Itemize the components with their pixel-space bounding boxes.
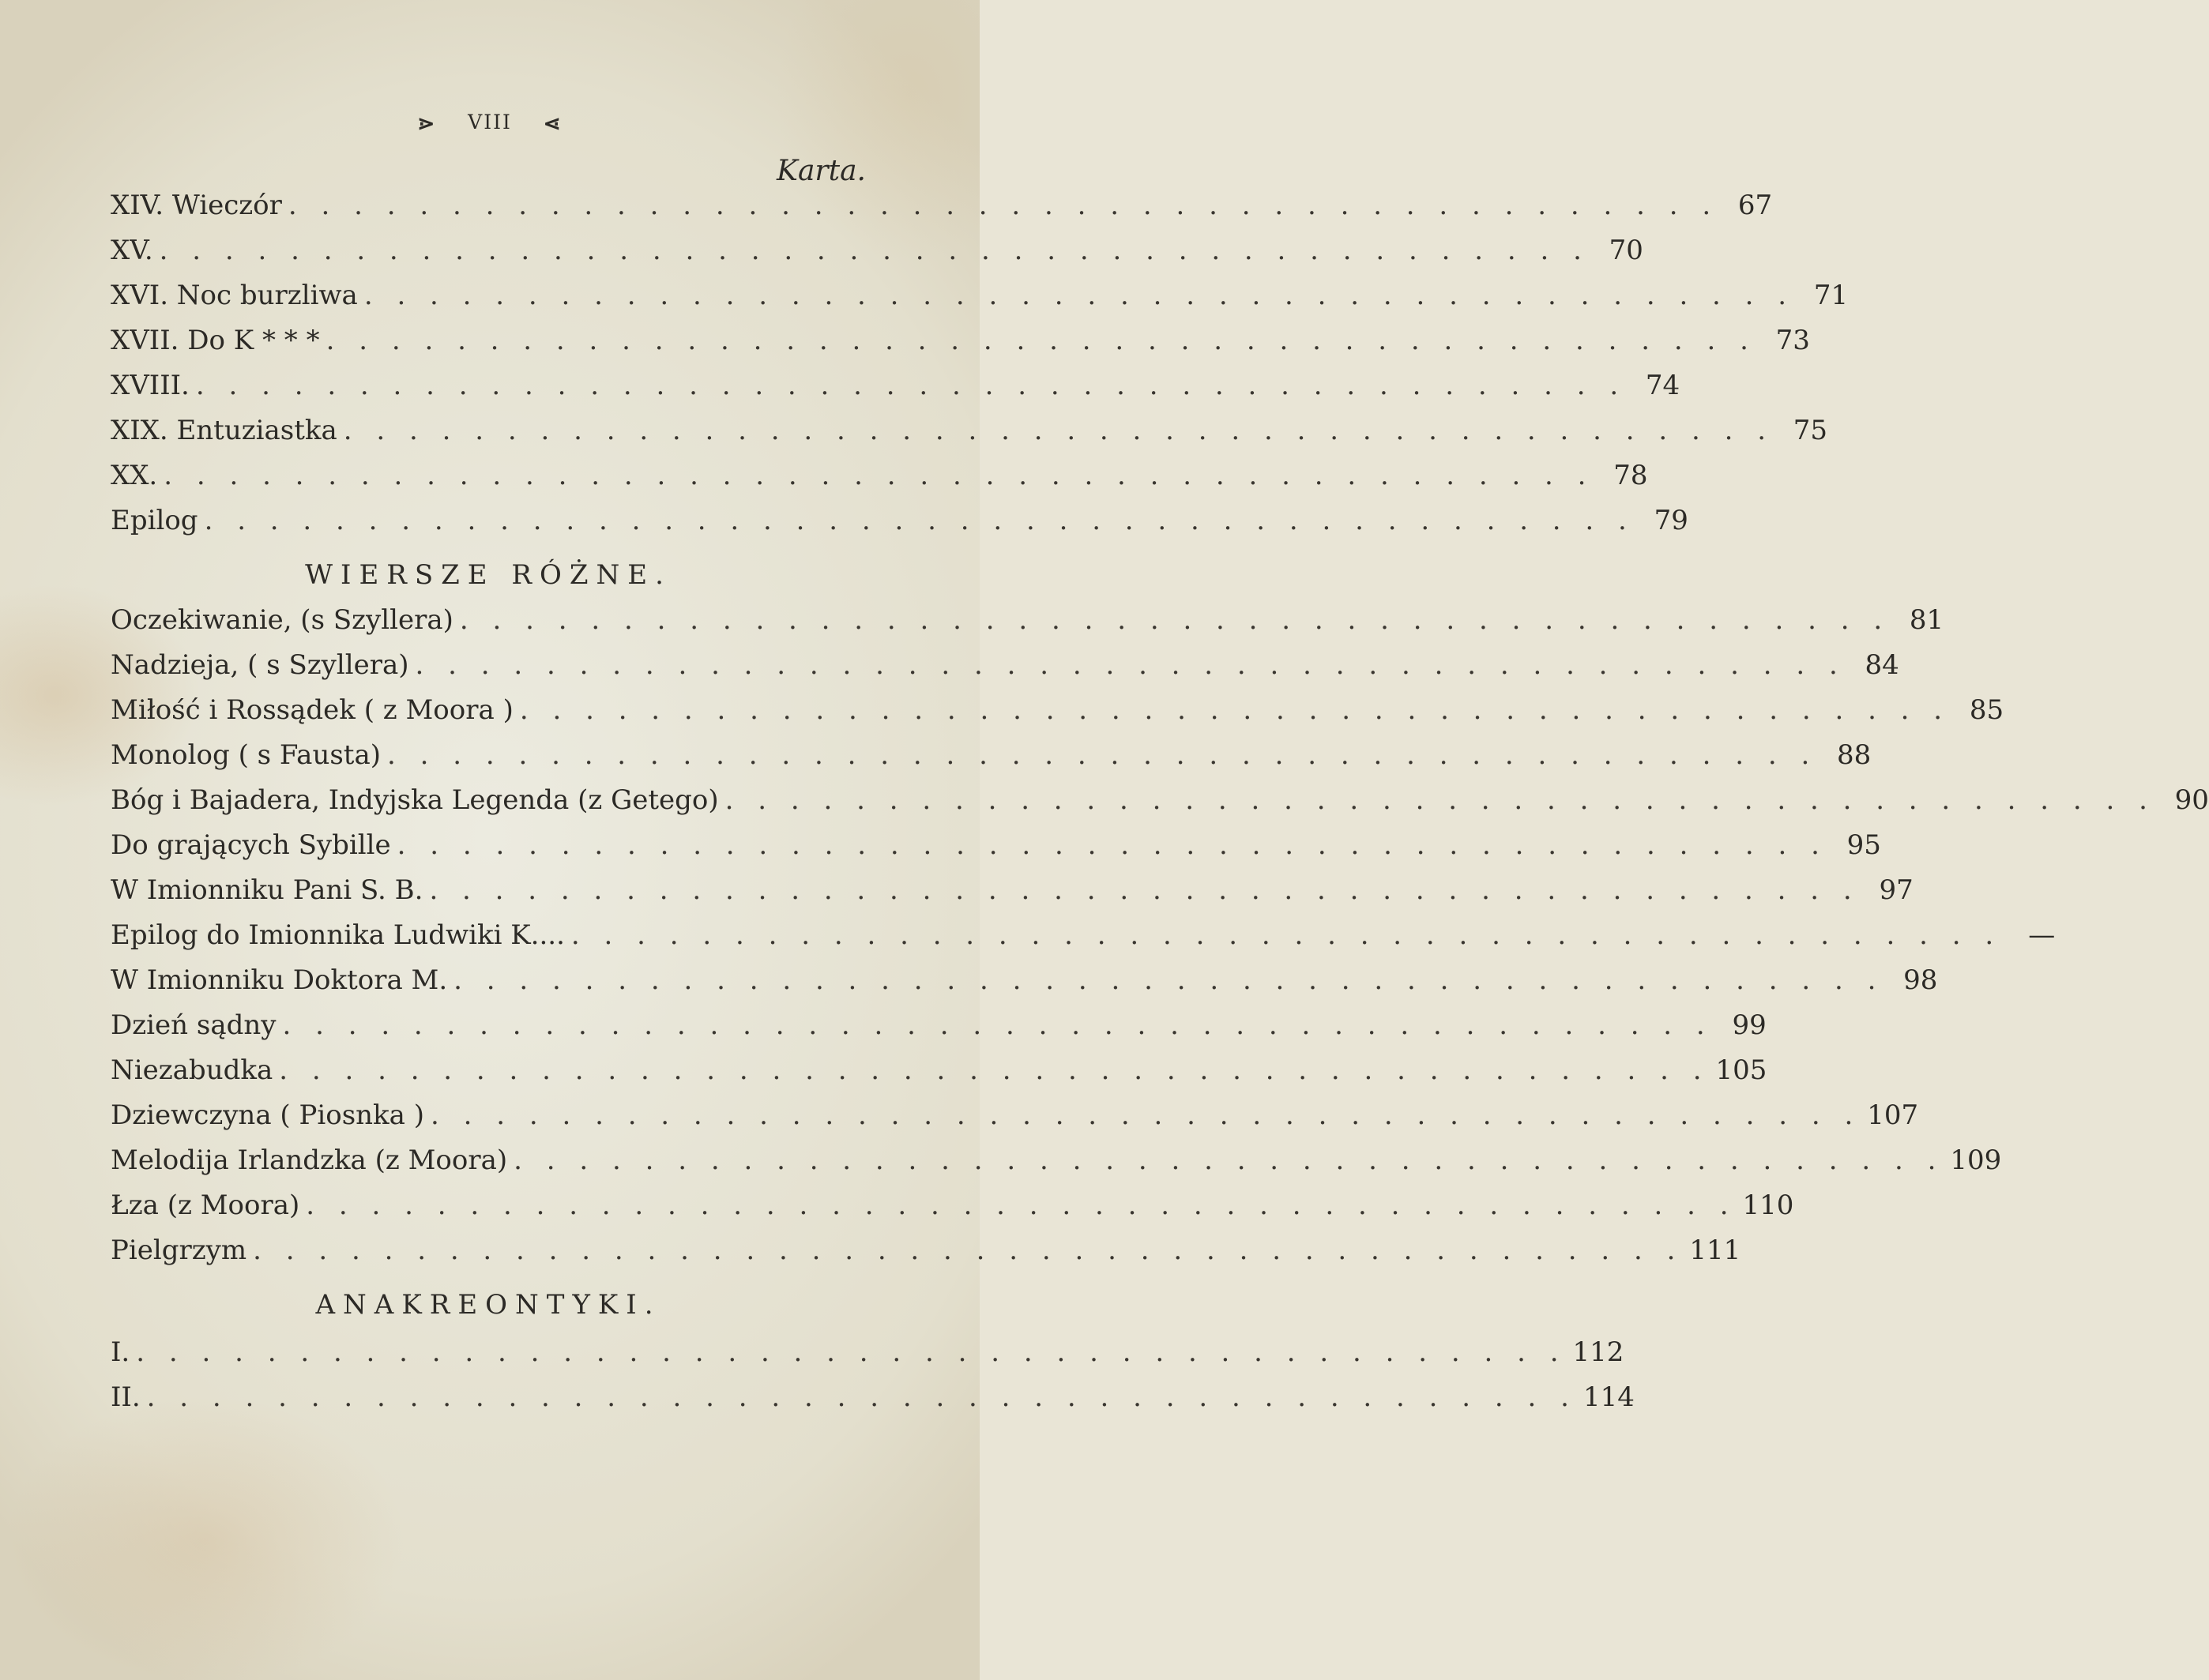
toc-entry (111, 1235, 1741, 1274)
entry-page: 112 (1572, 1336, 1624, 1368)
toc-entry (111, 280, 1849, 319)
dot-leader: . . . . . . . . . . . . . . . . . . . . . . . . . . . . . . . . . . . . . . . . . . . . (387, 739, 1818, 771)
toc-entry (111, 505, 1688, 544)
toc-entry (111, 1190, 1794, 1229)
toc-entry (111, 1336, 1624, 1376)
toc-entry (111, 694, 2004, 734)
dot-leader: . . . . . . . . . . . . . . . . . . . . . . . . . . . . . . . . . . . . . . . . . . . . (282, 1009, 1713, 1041)
toc-entry (111, 649, 1899, 689)
entry-page: — (2028, 919, 2056, 951)
toc-entry (111, 829, 1881, 869)
toc-entry (111, 604, 1944, 644)
dot-leader: . . . . . . . . . . . . . . . . . . . . . . . . . . . . . . . . . . . . . . . . . . . . (136, 1336, 1567, 1368)
entry-title: XIX. Entuziastka (111, 415, 337, 446)
entry-title: Bóg i Bajadera, Indyjska Legenda (z Getego) (111, 784, 719, 816)
dot-leader: . . . . . . . . . . . . . . . . . . . . . . . . . . . . . . . . . . . . . . . . . . . . (519, 694, 1951, 726)
dot-leader: . . . . . . . . . . . . . . . . . . . . . . . . . . . . . . . . . . . . . . . . . . . . (453, 964, 1884, 996)
entry-page: 78 (1613, 460, 1648, 491)
toc-entry (111, 1144, 2002, 1184)
toc-entry (111, 784, 2209, 824)
dot-leader: . . . . . . . . . . . . . . . . . . . . . . . . . . . . . . . . . . . . . . . . . . . . (326, 325, 1756, 356)
toc-entry (111, 1054, 1767, 1094)
entry-title: Nadzieja, ( s Szyllera) (111, 649, 409, 681)
entry-title: II. (111, 1381, 141, 1413)
entry-title: XIV. Wieczór (111, 190, 282, 221)
dot-leader: . . . . . . . . . . . . . . . . . . . . . . . . . . . . . . . . . . . . . . . . . . . . (146, 1381, 1577, 1413)
entry-title: XVI. Noc burzliwa (111, 280, 358, 311)
dot-leader: . . . . . . . . . . . . . . . . . . . . . . . . . . . . . . . . . . . . . . . . . . . . (279, 1054, 1710, 1086)
entry-title: XV. (111, 235, 153, 266)
dot-leader: . . . . . . . . . . . . . . . . . . . . . . . . . . . . . . . . . . . . . . . . . . . . (363, 280, 1795, 311)
dot-leader: . . . . . . . . . . . . . . . . . . . . . . . . . . . . . . . . . . . . . . . . . . . . (429, 874, 1860, 906)
entry-page: 75 (1793, 415, 1828, 446)
dot-leader: . . . . . . . . . . . . . . . . . . . . . . . . . . . . . . . . . . . . . . . . . . . . (431, 1099, 1861, 1131)
entry-title: Łza (z Moora) (111, 1190, 300, 1221)
entry-page: 109 (1950, 1144, 2002, 1176)
dot-leader: . . . . . . . . . . . . . . . . . . . . . . . . . . . . . . . . . . . . . . . . . . . . (306, 1190, 1737, 1221)
entry-page: 74 (1645, 370, 1680, 401)
column-heading-karta: Karta. (777, 155, 866, 187)
dot-leader: . . . . . . . . . . . . . . . . . . . . . . . . . . . . . . . . . . . . . . . . . . . . (164, 460, 1594, 491)
entry-title: Monolog ( s Fausta) (111, 739, 381, 771)
entry-title: Pielgrzym (111, 1235, 247, 1266)
dot-leader: . . . . . . . . . . . . . . . . . . . . . . . . . . . . . . . . . . . . . . . . . . . . (514, 1144, 1944, 1176)
toc-entry (111, 235, 1643, 274)
entry-page: 98 (1903, 964, 1938, 996)
entry-page: 88 (1837, 739, 1872, 771)
entry-page: 105 (1715, 1054, 1767, 1086)
toc-entry (111, 964, 1938, 1004)
entry-page: 111 (1689, 1235, 1741, 1266)
page-number: VIII (468, 111, 512, 133)
entry-page: 85 (1969, 694, 2004, 726)
dot-leader: . . . . . . . . . . . . . . . . . . . . . . . . . . . . . . . . . . . . . . . . . . . . (343, 415, 1774, 446)
entry-title: I. (111, 1336, 130, 1368)
entry-title: Miłość i Rossądek ( z Moora ) (111, 694, 514, 726)
toc-entry (111, 1381, 1635, 1421)
dot-leader: . . . . . . . . . . . . . . . . . . . . . . . . . . . . . . . . . . . . . . . . . . . . (459, 604, 1891, 636)
entry-title: W Imionniku Pani S. B. (111, 874, 423, 906)
entry-page: 81 (1909, 604, 1944, 636)
entry-title: Dziewczyna ( Piosnka ) (111, 1099, 424, 1131)
entry-page: 79 (1654, 505, 1688, 536)
entry-title: Epilog (111, 505, 198, 536)
entry-page: 97 (1879, 874, 1914, 906)
entry-title: XVIII. (111, 370, 190, 401)
entry-page: 84 (1865, 649, 1899, 681)
entry-page: 73 (1775, 325, 1810, 356)
section-heading-anakreontyki: ANAKREONTYKI. (315, 1289, 661, 1321)
toc-entry (111, 370, 1680, 409)
entry-page: 110 (1742, 1190, 1794, 1221)
entry-page: 90 (2174, 784, 2209, 816)
dot-leader: . . . . . . . . . . . . . . . . . . . . . . . . . . . . . . . . . . . . . . . . . . . . (570, 919, 2002, 951)
left-ornament-icon: ⋗ (417, 111, 437, 136)
entry-page: 114 (1582, 1381, 1635, 1413)
entry-title: Melodija Irlandzka (z Moora) (111, 1144, 508, 1176)
entry-title: XX. (111, 460, 158, 491)
entry-title: W Imionniku Doktora M. (111, 964, 448, 996)
toc-entry (111, 919, 2056, 959)
entry-page: 70 (1609, 235, 1643, 266)
entry-page: 67 (1737, 190, 1773, 221)
dot-leader: . . . . . . . . . . . . . . . . . . . . . . . . . . . . . . . . . . . . . . . . . . . . (204, 505, 1635, 536)
dot-leader: . . . . . . . . . . . . . . . . . . . . . . . . . . . . . . . . . . . . . . . . . . . . (253, 1235, 1684, 1266)
dot-leader: . . . . . . . . . . . . . . . . . . . . . . . . . . . . . . . . . . . . . . . . . . . . (415, 649, 1846, 681)
section-heading-wiersze-rozne: WIERSZE RÓŻNE. (305, 559, 672, 591)
dot-leader: . . . . . . . . . . . . . . . . . . . . . . . . . . . . . . . . . . . . . . . . . . . . (159, 235, 1590, 266)
toc-entry (111, 874, 1914, 914)
dot-leader: . . . . . . . . . . . . . . . . . . . . . . . . . . . . . . . . . . . . . . . . . . . . (724, 784, 2155, 816)
toc-entry (111, 190, 1773, 229)
entry-title: XVII. Do K * * * (111, 325, 320, 356)
entry-page: 95 (1846, 829, 1881, 861)
entry-title: Dzień sądny (111, 1009, 277, 1041)
toc-entry (111, 739, 1872, 779)
right-ornament-icon: ⋖ (543, 111, 563, 136)
dot-leader: . . . . . . . . . . . . . . . . . . . . . . . . . . . . . . . . . . . . . . . . . . . . (397, 829, 1827, 861)
dot-leader: . . . . . . . . . . . . . . . . . . . . . . . . . . . . . . . . . . . . . . . . . . . . (195, 370, 1627, 401)
entry-title: Do grających Sybille (111, 829, 391, 861)
toc-entry (111, 1099, 1919, 1139)
dot-leader: . . . . . . . . . . . . . . . . . . . . . . . . . . . . . . . . . . . . . . . . . . . . (288, 190, 1719, 221)
toc-entry (111, 415, 1828, 454)
page-header (0, 111, 980, 136)
entry-page: 71 (1813, 280, 1849, 311)
toc-entry (111, 1009, 1767, 1049)
entry-page: 107 (1867, 1099, 1919, 1131)
entry-title: Epilog do Imionnika Ludwiki K.... (111, 919, 565, 951)
entry-title: Oczekiwanie, (s Szyllera) (111, 604, 453, 636)
entry-title: Niezabudka (111, 1054, 273, 1086)
entry-page: 99 (1732, 1009, 1767, 1041)
toc-entry (111, 325, 1810, 364)
toc-entry (111, 460, 1648, 499)
